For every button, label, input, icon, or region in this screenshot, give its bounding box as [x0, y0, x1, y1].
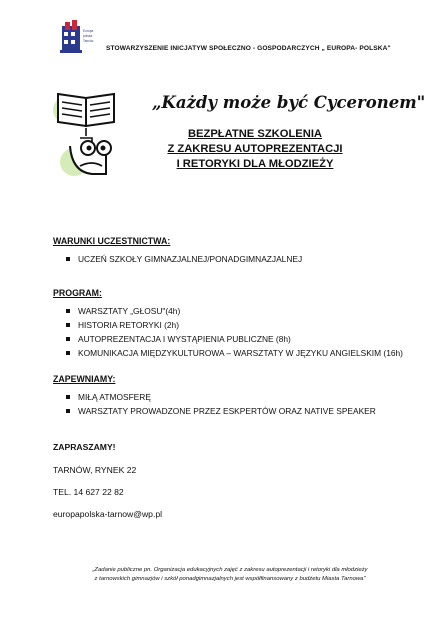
- program-item: [78, 320, 179, 330]
- headline-line: I RETORYKI DLA MŁODZIEŻY: [176, 158, 334, 170]
- provide-item: [78, 406, 376, 416]
- program-heading: PROGRAM:: [53, 288, 102, 298]
- bullet-icon: [66, 395, 70, 399]
- provide-heading: ZAPEWNIAMY:: [53, 374, 116, 384]
- headline-line: Z ZAKRESU AUTOPREZENTACJI: [167, 143, 343, 155]
- event-quote-title: „Każdy może być Cyceronem": [152, 93, 426, 112]
- program-item-text: KOMUNIKACJA MIĘDZYKULTUROWA – WARSZTATY W JĘZYKU ANGIELSKIM (16h): [78, 348, 403, 358]
- provide-item-text: MIŁĄ ATMOSFERĘ: [78, 392, 151, 402]
- footnote-line: z tarnowskich gimnazjów i szkół ponadgimnazjalnych jest współfinansowany z budżetu Miasta Tarnowa": [94, 576, 366, 582]
- bullet-icon: [66, 351, 70, 355]
- bullet-icon: [66, 337, 70, 341]
- program-item-text: AUTOPREZENTACJA I WYSTĄPIENIA PUBLICZNE (8h): [78, 334, 291, 344]
- phone-text: TEL. 14 627 22 82: [53, 487, 124, 497]
- bullet-icon: [66, 409, 70, 413]
- address-text: TARNÓW, RYNEK 22: [53, 465, 137, 475]
- conditions-item: [78, 254, 302, 264]
- organization-name: STOWARZYSZENIE INICJATYW SPOŁECZNO - GOSPODARCZYCH „ EUROPA- POLSKA": [106, 45, 391, 52]
- bullet-icon: [66, 323, 70, 327]
- program-item: [78, 334, 291, 344]
- logo-text-line: Europa: [83, 29, 94, 33]
- book-reader-illustration: [52, 86, 122, 178]
- provide-item-text: WARSZTATY PROWADZONE PRZEZ ESKPERTÓW ORAZ NATIVE SPEAKER: [78, 406, 376, 416]
- logo-text-line: Tarnów: [83, 39, 94, 43]
- headline-line: BEZPŁATNE SZKOLENIA: [187, 128, 323, 140]
- provide-item: [78, 392, 151, 402]
- conditions-item-text: UCZEŃ SZKOŁY GIMNAZJALNEJ/PONADGIMNAZJALNEJ: [78, 254, 303, 264]
- logo-text-line: polska: [83, 34, 93, 38]
- program-item-text: HISTORIA RETORYKI (2h): [78, 320, 179, 330]
- invite-text: ZAPRASZAMY!: [53, 442, 116, 452]
- program-item-text: WARSZTATY „GŁOSU"(4h): [78, 306, 181, 316]
- program-item: [78, 348, 403, 358]
- footnote-line: „Zadanie publiczne pn. Organizacja edukacyjnych zajęć z zakresu autoprezentacji i retoryki dla młodzieży: [92, 567, 368, 573]
- event-headline: [130, 127, 380, 172]
- email-link[interactable]: europapolska-tarnow@wp.pl: [53, 509, 163, 519]
- organization-logo: [58, 18, 100, 60]
- funding-footnote: [40, 566, 420, 584]
- conditions-heading: WARUNKI UCZESTNICTWA:: [53, 236, 171, 246]
- program-item: [78, 306, 180, 316]
- bullet-icon: [66, 257, 70, 261]
- bullet-icon: [66, 309, 70, 313]
